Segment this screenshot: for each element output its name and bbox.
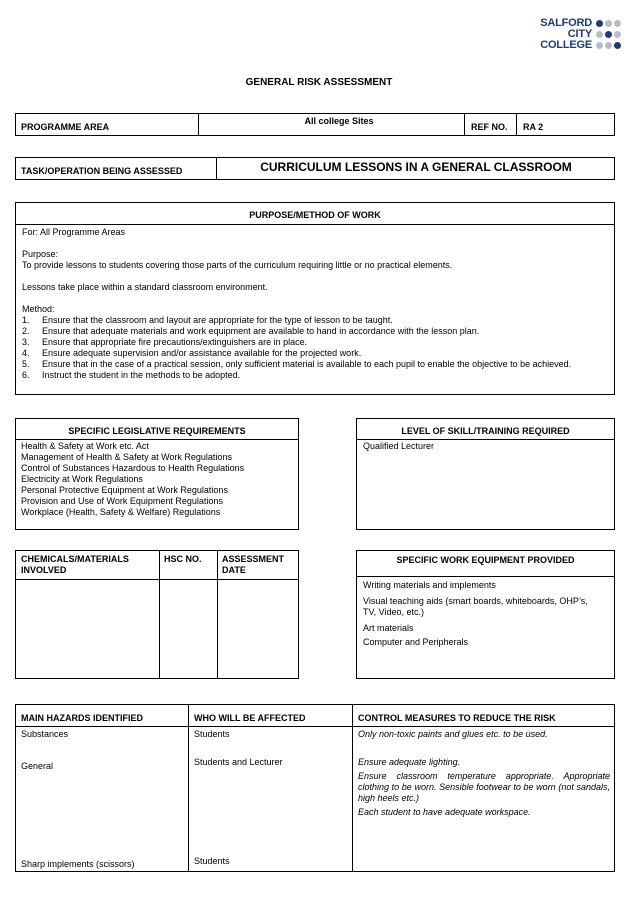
logo-dot-icon bbox=[596, 42, 603, 49]
hazard-cell: Sharp implements (scissors) bbox=[21, 859, 135, 869]
hazard-cell: General bbox=[21, 761, 54, 771]
logo-dot-icon bbox=[596, 31, 603, 38]
legislation-heading: SPECIFIC LEGISLATIVE REQUIREMENTS bbox=[68, 426, 246, 436]
purpose-heading: PURPOSE/METHOD OF WORK bbox=[249, 210, 381, 220]
assessment-date-header: ASSESSMENT DATE bbox=[222, 554, 285, 575]
control-cell: Each student to have adequate workspace. bbox=[358, 807, 531, 817]
equipment-item: Writing materials and implements bbox=[363, 580, 496, 590]
list-item: Personal Protective Equipment at Work Regulations bbox=[21, 485, 228, 495]
skill-value: Qualified Lecturer bbox=[363, 441, 435, 451]
task-row bbox=[15, 157, 615, 180]
list-item: 3. Ensure that appropriate fire precautions/extinguishers are in place. bbox=[22, 337, 308, 347]
purpose-text: To provide lessons to students covering those parts of the curriculum requiring little or no practical elements. bbox=[22, 260, 453, 270]
hazards-col-header: MAIN HAZARDS IDENTIFIED bbox=[21, 713, 143, 723]
list-item: 6. Instruct the student in the methods to be adopted. bbox=[22, 370, 241, 380]
college-logo bbox=[532, 18, 622, 52]
chemicals-table bbox=[15, 550, 299, 679]
logo-line-2: CITY bbox=[567, 28, 592, 40]
logo-line-3: COLLEGE bbox=[540, 39, 592, 51]
control-cell: Only non-toxic paints and glues etc. to be used. bbox=[358, 729, 548, 739]
logo-dot-icon bbox=[614, 42, 621, 49]
list-item: 5. Ensure that in the case of a practical session, only sufficient material is available to each pupil to enable the objective to be achieved. bbox=[22, 359, 572, 369]
control-cell: Ensure classroom temperature appropriate. Appropriate clothing to be worn. Sensible footwear to be worn (not sandals, high heels etc.) bbox=[358, 771, 610, 803]
logo-dot-icon bbox=[605, 31, 612, 38]
purpose-for: For: All Programme Areas bbox=[22, 227, 126, 237]
ref-value: RA 2 bbox=[523, 122, 544, 132]
equipment-section bbox=[356, 550, 615, 679]
logo-dot-icon bbox=[605, 42, 612, 49]
hsc-header: HSC NO. bbox=[164, 554, 202, 564]
list-item: Health & Safety at Work etc. Act bbox=[21, 441, 149, 451]
equipment-item: Visual teaching aids (smart boards, whiteboards, OHP’s, bbox=[363, 596, 588, 606]
document-title: GENERAL RISK ASSESSMENT bbox=[245, 77, 393, 88]
list-item: Control of Substances Hazardous to Health Regulations bbox=[21, 463, 245, 473]
programme-label: PROGRAMME AREA bbox=[21, 122, 110, 132]
legislation-list bbox=[21, 441, 296, 518]
list-item: Workplace (Health, Safety & Welfare) Regulations bbox=[21, 507, 221, 517]
equipment-item: Computer and Peripherals bbox=[363, 637, 469, 647]
affected-cell: Students bbox=[194, 856, 230, 866]
control-cell: Ensure adequate lighting. bbox=[358, 757, 461, 767]
task-label: TASK/OPERATION BEING ASSESSED bbox=[21, 166, 183, 176]
purpose-location: Lessons take place within a standard classroom environment. bbox=[22, 282, 268, 292]
list-item: Electricity at Work Regulations bbox=[21, 474, 143, 484]
skill-heading: LEVEL OF SKILL/TRAINING REQUIRED bbox=[401, 426, 570, 436]
logo-dot-icon bbox=[605, 20, 612, 27]
affected-cell: Students and Lecturer bbox=[194, 757, 283, 767]
logo-dot-icon bbox=[614, 31, 621, 38]
equipment-item: TV, Video, etc.) bbox=[363, 607, 425, 617]
logo-dot-icon bbox=[596, 20, 603, 27]
task-value: CURRICULUM LESSONS IN A GENERAL CLASSROOM bbox=[260, 160, 572, 174]
affected-col-header: WHO WILL BE AFFECTED bbox=[194, 713, 306, 723]
affected-cell: Students bbox=[194, 729, 230, 739]
logo-dot-icon bbox=[614, 20, 621, 27]
list-item: 2. Ensure that adequate materials and work equipment are available to hand in accordance with the lesson plan. bbox=[22, 326, 480, 336]
list-item: Management of Health & Safety at Work Regulations bbox=[21, 452, 232, 462]
hazard-cell: Substances bbox=[21, 729, 69, 739]
equipment-item: Art materials bbox=[363, 623, 414, 633]
purpose-section bbox=[15, 202, 615, 395]
control-col-header: CONTROL MEASURES TO REDUCE THE RISK bbox=[358, 713, 556, 723]
purpose-label: Purpose: bbox=[22, 249, 59, 259]
list-item: 4. Ensure adequate supervision and/or assistance available for the projected work. bbox=[22, 348, 362, 358]
method-label: Method: bbox=[22, 304, 55, 314]
logo-line-1: SALFORD bbox=[540, 17, 592, 29]
skill-section bbox=[356, 418, 615, 530]
chemicals-header: CHEMICALS/MATERIALS INVOLVED bbox=[21, 554, 129, 575]
ref-label: REF NO. bbox=[471, 122, 508, 132]
list-item: 1. Ensure that the classroom and layout are appropriate for the type of lesson to be taught. bbox=[22, 315, 393, 325]
list-item: Provision and Use of Work Equipment Regulations bbox=[21, 496, 223, 506]
hazards-table bbox=[15, 704, 615, 872]
legislation-section bbox=[15, 418, 299, 530]
method-list bbox=[22, 315, 612, 381]
equipment-heading: SPECIFIC WORK EQUIPMENT PROVIDED bbox=[396, 555, 575, 565]
programme-row bbox=[15, 113, 615, 136]
programme-value: All college Sites bbox=[304, 116, 374, 126]
